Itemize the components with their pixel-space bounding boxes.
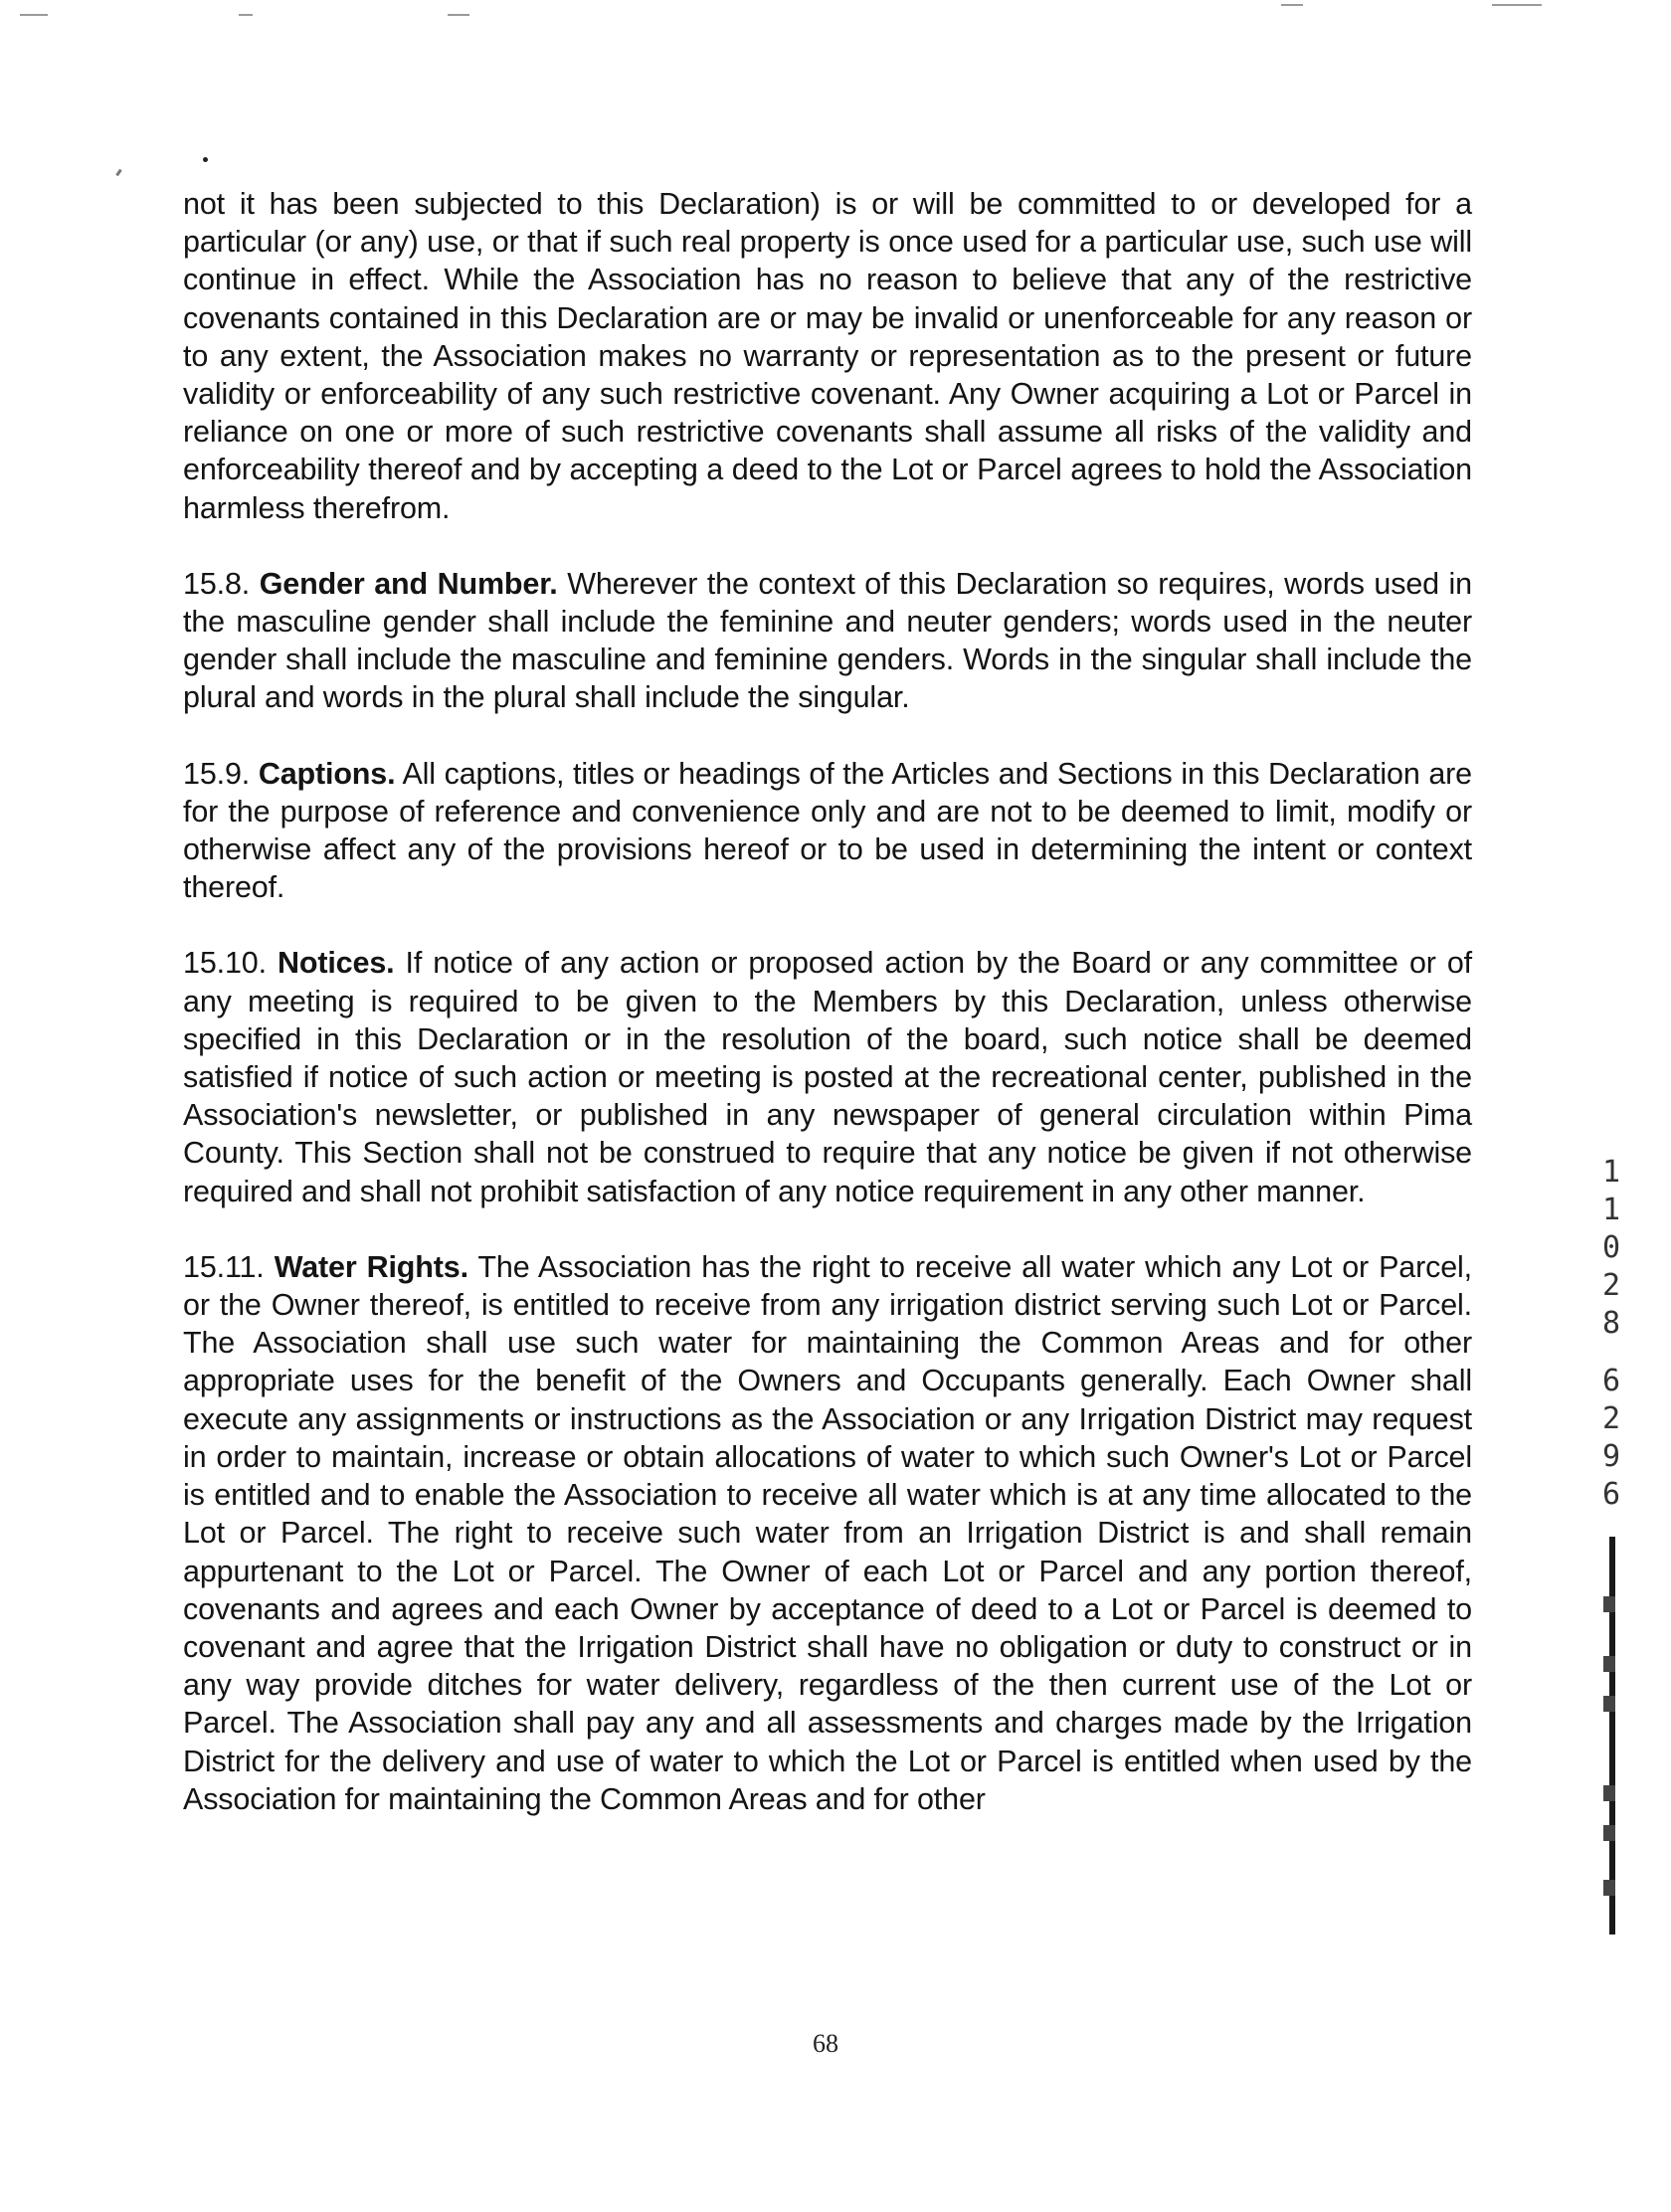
document-body <box>183 185 1472 1818</box>
section-number: 15.9. <box>183 756 251 791</box>
section-title: Water Rights. <box>274 1249 468 1284</box>
scan-artifact <box>203 157 208 162</box>
section-15-11 <box>183 1248 1472 1818</box>
recording-stamp <box>1591 1154 1631 1534</box>
stamp-digit: 2 <box>1601 1268 1621 1303</box>
stamp-digit: 9 <box>1601 1439 1621 1474</box>
barcode-mark <box>1603 1596 1615 1612</box>
scan-artifact <box>20 14 48 16</box>
recording-barcode <box>1609 1537 1615 1935</box>
barcode-mark <box>1603 1696 1615 1712</box>
section-title: Captions. <box>258 756 396 791</box>
page-number: 68 <box>813 2029 838 2058</box>
section-number: 15.8. <box>183 566 251 601</box>
section-15-9 <box>183 755 1472 907</box>
barcode-mark <box>1603 1825 1615 1841</box>
stamp-digit: 8 <box>1601 1306 1621 1341</box>
stamp-digit: 1 <box>1601 1155 1621 1190</box>
barcode-mark <box>1603 1880 1615 1896</box>
stamp-digit: 6 <box>1601 1364 1621 1398</box>
docket-number <box>1591 1154 1631 1343</box>
section-title: Notices. <box>278 946 395 981</box>
section-title: Gender and Number. <box>259 566 558 601</box>
stamp-digit: 6 <box>1601 1477 1621 1512</box>
barcode-mark <box>1603 1785 1615 1801</box>
section-text: The Association has the right to receive all water which any Lot or Parcel, or the Owner thereof, is entitled to receive from any irrigation district serving such Lot or Parcel. The Association shall use such water for maintaining the Common Areas and for other appropriate uses for the benefit of the Owners and Occupants generally. Each Owner shall execute any assignments or instructions as the Association or any Irrigation District may request in order to maintain, increase or obtain allocations of water to which such Owner's Lot or Parcel is entitled and to enable the Association to receive all water which is at any time allocated to the Lot or Parcel. The right to receive such water from an Irrigation District is and shall remain appurtenant to the Lot or Parcel. The Owner of each Lot or Parcel and any portion thereof, covenants and agrees and each Owner by acceptance of deed to a Lot or Parcel is deemed to covenant and agree that the Irrigation District shall have no obligation or duty to construct or in any way provide ditches for water delivery, regardless of the then current use of the Lot or Parcel. The Association shall pay any and all assessments and charges made by the Irrigation District for the delivery and use of water to which the Lot or Parcel is entitled when used by the Association for maintaining the Common Areas and for other <box>183 1249 1472 1816</box>
stamp-digit: 0 <box>1601 1230 1621 1265</box>
section-text: If notice of any action or proposed action by the Board or any committee or of any meeting is required to be given to the Members by this Declaration, unless otherwise specified in this Declaration or in the resolution of the board, such notice shall be deemed satisfied if notice of such action or meeting is posted at the recreational center, published in the Association's newsletter, or published in any newspaper of general circulation within Pima County. This Section shall not be construed to require that any notice be given if not otherwise required and shall not prohibit satisfaction of any notice requirement in any other manner. <box>183 946 1472 1208</box>
paragraph-continuation <box>183 185 1472 527</box>
stamp-digit: 2 <box>1601 1401 1621 1436</box>
paragraph-text: not it has been subjected to this Declaration) is or will be committed to or developed for a particular (or any) use, or that if such real property is once used for a particular use, such use will continue in effect. While the Association has no reason to believe that any of the restrictive covenants contained in this Declaration are or may be invalid or unenforceable for any reason or to any extent, the Association makes no warranty or representation as to the present or future validity or enforceability of any such restrictive covenant. Any Owner acquiring a Lot or Parcel in reliance on one or more of such restrictive covenants shall assume all risks of the validity and enforceability thereof and by accepting a deed to the Lot or Parcel agrees to hold the Association harmless therefrom. <box>183 187 1472 525</box>
section-15-10 <box>183 944 1472 1209</box>
section-text: All captions, titles or headings of the Articles and Sections in this Declaration are for the purpose of reference and convenience only and are not to be deemed to limit, modify or otherwise affect any of the provisions hereof or to be used in determining the intent or context thereof. <box>183 756 1472 905</box>
section-text: Wherever the context of this Declaration so requires, words used in the masculine gender shall include the feminine and neuter genders; words used in the neuter gender shall include the masculine and feminine genders. Words in the singular shall include the plural and words in the plural shall include the singular. <box>183 566 1472 715</box>
stamp-page-number <box>1591 1363 1631 1514</box>
barcode-mark <box>1603 1656 1615 1672</box>
stamp-digit: 1 <box>1601 1193 1621 1227</box>
scan-artifact <box>1492 4 1542 6</box>
scan-artifact <box>1281 4 1303 6</box>
section-15-8 <box>183 565 1472 717</box>
scan-artifact <box>239 14 253 16</box>
section-number: 15.11. <box>183 1249 265 1284</box>
section-number: 15.10. <box>183 946 267 981</box>
scan-artifact <box>448 14 469 16</box>
scan-artifact <box>115 169 121 176</box>
